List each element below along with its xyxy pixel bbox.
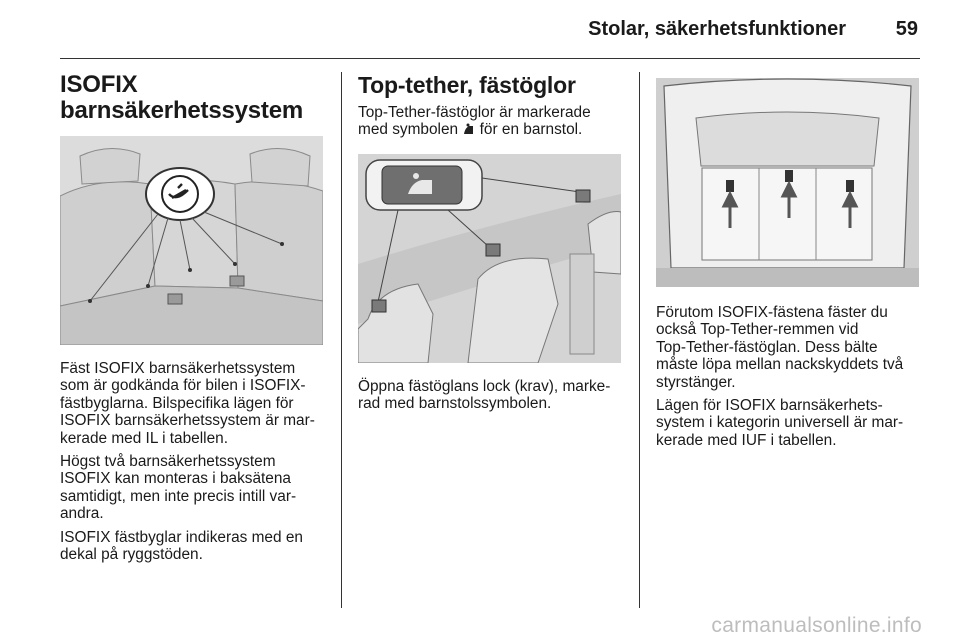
heading-line: barnsäkerhetssystem bbox=[60, 97, 304, 124]
column-isofix bbox=[60, 72, 326, 124]
paragraph: Öppna fästöglans lock (krav), marke- rad med barnstolssymbolen. bbox=[358, 378, 611, 413]
tether-eyelets-drawing bbox=[656, 78, 919, 287]
header-title: Stolar, säkerhetsfunktioner bbox=[588, 18, 846, 40]
section-heading-isofix bbox=[60, 72, 326, 124]
page-header bbox=[60, 14, 920, 44]
column-divider-1 bbox=[341, 72, 342, 608]
section-heading-top-tether: Top-tether, fästöglor bbox=[358, 72, 576, 98]
isofix-seat-drawing bbox=[60, 136, 323, 345]
child-seat-symbol-icon bbox=[462, 123, 475, 140]
column-top-tether bbox=[358, 72, 622, 141]
watermark: carmanualsonline.info bbox=[711, 614, 922, 637]
column-top-tether-continued bbox=[656, 304, 926, 449]
column-divider-2 bbox=[639, 72, 640, 608]
top-tether-drawing bbox=[358, 154, 621, 363]
paragraph: Lägen för ISOFIX barnsäkerhets- system i kategorin universell är mar- kerade med IUF i tabellen. bbox=[656, 397, 904, 449]
paragraph: ISOFIX fästbyglar indikeras med en dekal på ryggstöden. bbox=[60, 528, 303, 564]
rear-seat-isofix-illustration bbox=[60, 136, 323, 345]
top-tether-intro: Top-Tether-fästöglor är markerade med symbolen för en barnstol. bbox=[358, 104, 622, 141]
luggage-compartment-illustration bbox=[656, 78, 919, 287]
page-number: 59 bbox=[895, 18, 918, 40]
top-tether-illustration bbox=[358, 154, 621, 363]
paragraph: Förutom ISOFIX-fästena fäster du också Top-Tether-remmen vid Top-Tether-fästöglan. Dess bälte måste löpa mellan nackskyddets två styrstänger. bbox=[656, 304, 904, 391]
header-divider bbox=[60, 58, 920, 59]
heading-line: ISOFIX bbox=[60, 71, 138, 98]
paragraph: Fäst ISOFIX barnsäkerhetssystem som är godkända för bilen i ISOFIX- fästbyglarna. Bilspecifika lägen för ISOFIX barnsäkerhetssystem är mar- kerade med IL i tabellen. bbox=[60, 360, 315, 447]
paragraph: Högst två barnsäkerhetssystem ISOFIX kan monteras i baksätena samtidigt, men inte precis intill var- andra. bbox=[60, 453, 297, 523]
top-tether-caption bbox=[358, 378, 628, 413]
isofix-body-text bbox=[60, 360, 332, 563]
